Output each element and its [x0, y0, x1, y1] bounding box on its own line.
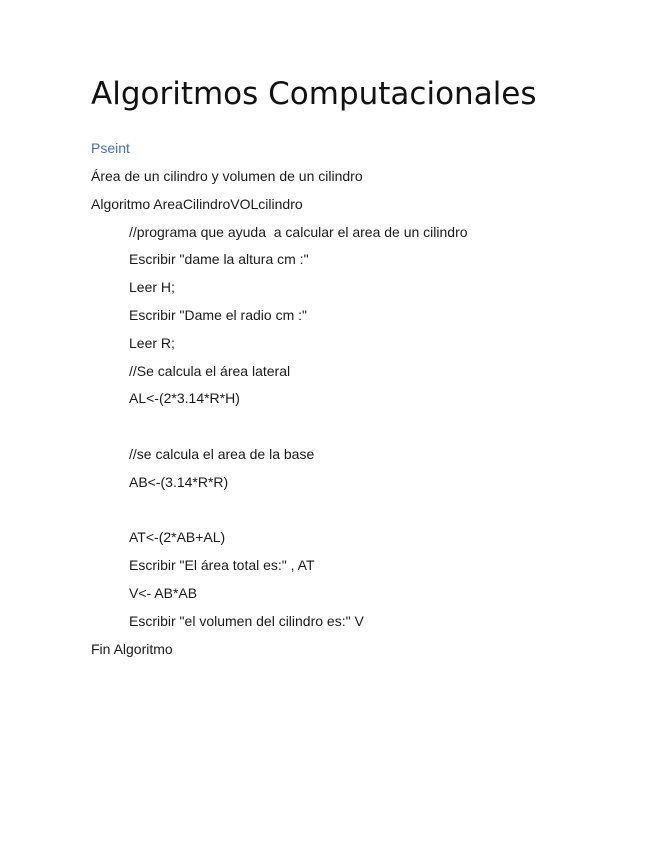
algorithm-listing: [91, 166, 468, 666]
code-line: AB<-(3.14*R*R): [129, 473, 229, 490]
code-line: Área de un cilindro y volumen de un cilindro: [91, 168, 363, 184]
code-line: Escribir "dame la altura cm :": [129, 251, 309, 268]
code-line: //programa que ayuda a calcular el area de un cilindro: [129, 223, 468, 240]
code-line: Algoritmo AreaCilindroVOLcilindro: [91, 195, 303, 212]
code-line: Escribir "Dame el radio cm :": [129, 306, 307, 323]
code-line: Fin Algoritmo: [91, 640, 173, 657]
code-line: AT<-(2*AB+AL): [129, 529, 226, 546]
section-subtitle: Pseint: [91, 140, 130, 156]
page-title: Algoritmos Computacionales: [91, 76, 537, 112]
code-line: Leer H;: [129, 279, 175, 296]
code-line: AL<-(2*3.14*R*H): [129, 390, 240, 407]
code-line: //Se calcula el área lateral: [129, 362, 291, 379]
code-line: V<- AB*AB: [129, 584, 198, 601]
code-line: Escribir "El área total es:" , AT: [129, 557, 315, 574]
blank-line: [91, 416, 468, 444]
code-line: //se calcula el area de la base: [129, 445, 315, 462]
code-line: Leer R;: [129, 334, 175, 351]
blank-line: [91, 500, 468, 528]
code-line: Escribir "el volumen del cilindro es:" V: [129, 612, 364, 629]
